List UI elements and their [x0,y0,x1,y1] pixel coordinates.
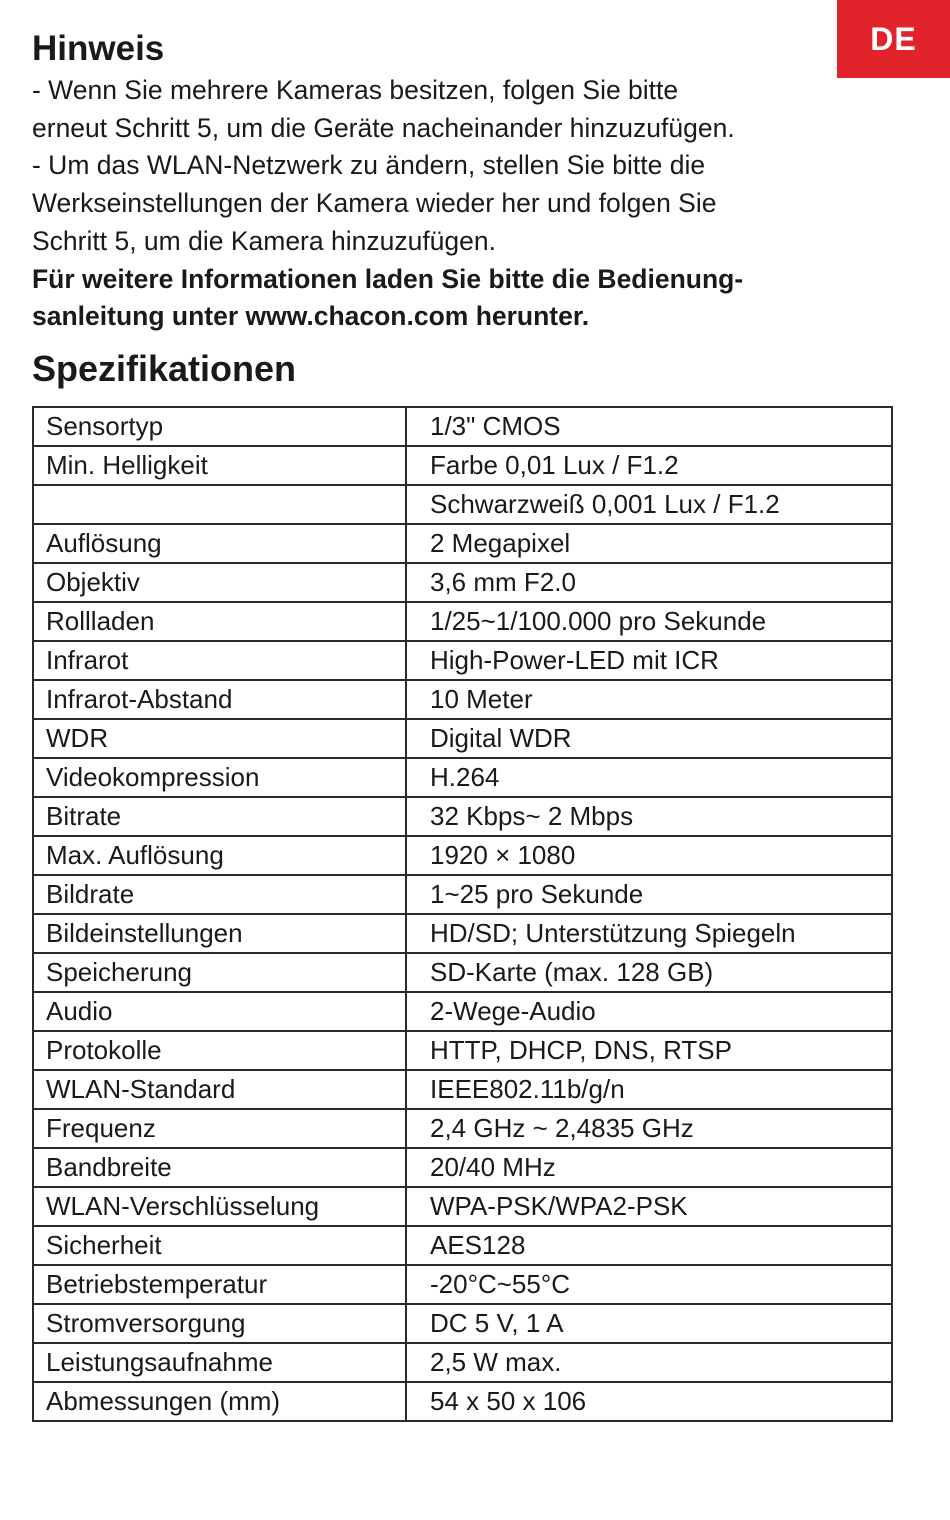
spec-label: Stromversorgung [33,1304,406,1343]
table-row [33,1304,892,1343]
table-row [33,1109,892,1148]
table-row [33,524,892,563]
spec-label: Bildeinstellungen [33,914,406,953]
table-row [33,1070,892,1109]
page-content [32,26,894,1422]
specs-table [32,406,893,1422]
spec-value: 2,5 W max. [406,1343,892,1382]
spec-label: Protokolle [33,1031,406,1070]
spec-label: Bandbreite [33,1148,406,1187]
table-row [33,407,892,446]
spec-label: WLAN-Verschlüsselung [33,1187,406,1226]
table-row [33,719,892,758]
spec-value: Schwarzweiß 0,001 Lux / F1.2 [406,485,892,524]
table-row [33,1382,892,1421]
spec-label: Infrarot-Abstand [33,680,406,719]
spec-value: HTTP, DHCP, DNS, RTSP [406,1031,892,1070]
spec-value: 20/40 MHz [406,1148,892,1187]
spec-label: Min. Helligkeit [33,446,406,485]
spec-label: Betriebstemperatur [33,1265,406,1304]
spec-label: Abmessungen (mm) [33,1382,406,1421]
spec-value: 2 Megapixel [406,524,892,563]
spec-label: Max. Auflösung [33,836,406,875]
spec-value: 1/3" CMOS [406,407,892,446]
table-row [33,875,892,914]
spec-label: Frequenz [33,1109,406,1148]
spec-label: Bildrate [33,875,406,914]
spec-label: Audio [33,992,406,1031]
spec-label: Speicherung [33,953,406,992]
table-row [33,641,892,680]
spec-value: Farbe 0,01 Lux / F1.2 [406,446,892,485]
spec-value: -20°C~55°C [406,1265,892,1304]
table-row [33,1343,892,1382]
spec-label: Sicherheit [33,1226,406,1265]
spec-label: Auflösung [33,524,406,563]
spec-label: Leistungsaufnahme [33,1343,406,1382]
language-badge-label: DE [870,20,917,57]
spec-value: 2,4 GHz ~ 2,4835 GHz [406,1109,892,1148]
table-row [33,1226,892,1265]
table-row [33,1187,892,1226]
note-section [32,26,894,336]
table-row [33,1031,892,1070]
spec-value: SD-Karte (max. 128 GB) [406,953,892,992]
spec-value: Digital WDR [406,719,892,758]
table-row [33,1265,892,1304]
spec-label: WLAN-Standard [33,1070,406,1109]
spec-value: 54 x 50 x 106 [406,1382,892,1421]
spec-value: High-Power-LED mit ICR [406,641,892,680]
table-row [33,758,892,797]
spec-label: WDR [33,719,406,758]
note-bold-line: sanleitung unter www.chacon.com herunter. [32,301,590,332]
spec-label: Sensortyp [33,407,406,446]
spec-value: IEEE802.11b/g/n [406,1070,892,1109]
spec-value: 1920 × 1080 [406,836,892,875]
spec-label: Rollladen [33,602,406,641]
spec-value: 1/25~1/100.000 pro Sekunde [406,602,892,641]
note-line: - Wenn Sie mehrere Kameras besitzen, folgen Sie bitte [32,75,679,105]
spec-value: 1~25 pro Sekunde [406,875,892,914]
spec-label: Videokompression [33,758,406,797]
spec-value: 32 Kbps~ 2 Mbps [406,797,892,836]
spec-value: 2-Wege-Audio [406,992,892,1031]
table-row [33,680,892,719]
table-row [33,953,892,992]
spec-label: Bitrate [33,797,406,836]
table-row [33,563,892,602]
table-row [33,914,892,953]
spec-value: 3,6 mm F2.0 [406,563,892,602]
table-row [33,602,892,641]
specs-title: Spezifikationen [32,347,297,389]
spec-value: H.264 [406,758,892,797]
table-row [33,797,892,836]
note-line: Werkseinstellungen der Kamera wieder her und folgen Sie [32,188,717,219]
spec-value: AES128 [406,1226,892,1265]
note-title: Hinweis [32,29,165,68]
table-row [33,446,892,485]
spec-label: Infrarot [33,641,406,680]
note-bold-line: Für weitere Informationen laden Sie bitte die Bedienung- [32,263,744,294]
table-row [33,836,892,875]
spec-value: DC 5 V, 1 A [406,1304,892,1343]
table-row [33,485,892,524]
spec-label [33,485,406,524]
spec-label: Objektiv [33,563,406,602]
note-line: - Um das WLAN-Netzwerk zu ändern, stellen Sie bitte die [32,150,706,181]
note-line: Schritt 5, um die Kamera hinzuzufügen. [32,225,496,256]
spec-value: WPA-PSK/WPA2-PSK [406,1187,892,1226]
spec-value: HD/SD; Unterstützung Spiegeln [406,914,892,953]
note-line: erneut Schritt 5, um die Geräte nacheinander hinzuzufügen. [32,112,735,143]
table-row [33,1148,892,1187]
table-row [33,992,892,1031]
spec-value: 10 Meter [406,680,892,719]
